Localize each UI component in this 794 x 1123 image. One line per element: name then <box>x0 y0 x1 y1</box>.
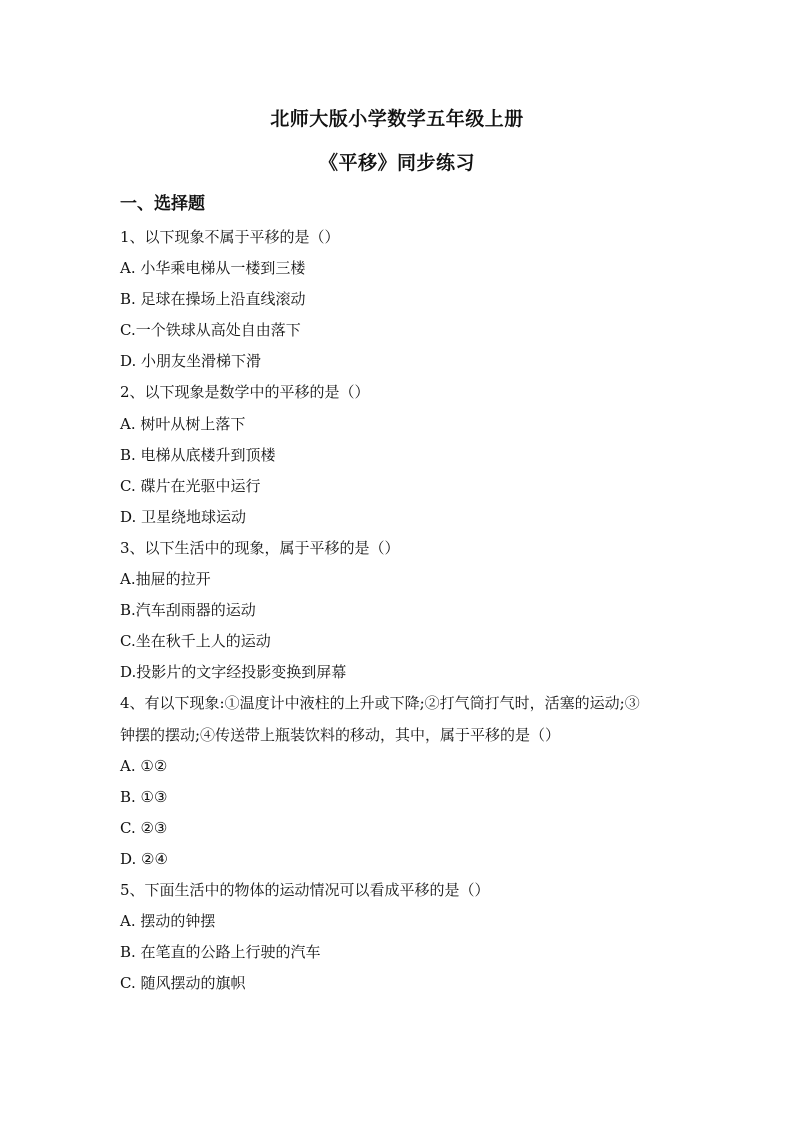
question-2-option-a: A. 树叶从树上落下 <box>120 414 246 433</box>
section-heading: 一、选择题 <box>120 194 205 214</box>
question-5-option-c: C. 随风摆动的旗帜 <box>120 974 246 993</box>
question-3-option-c: C.坐在秋千上人的运动 <box>120 632 271 651</box>
question-5-option-a: A. 摆动的钟摆 <box>120 912 216 931</box>
question-4-option-c: C. ②③ <box>120 818 168 837</box>
question-4-stem-line2: 钟摆的摆动;④传送带上瓶装饮料的移动，其中，属于平移的是（） <box>120 725 561 744</box>
question-3-option-b: B.汽车刮雨器的运动 <box>120 601 256 620</box>
document-subtitle: 《平移》同步练习 <box>318 152 475 174</box>
question-1-option-c: C.一个铁球从高处自由落下 <box>120 321 301 340</box>
question-4-option-a: A. ①② <box>120 756 168 775</box>
question-5-option-b: B. 在笔直的公路上行驶的汽车 <box>120 943 321 962</box>
question-5-stem: 5、下面生活中的物体的运动情况可以看成平移的是（） <box>120 880 490 899</box>
question-4-option-b: B. ①③ <box>120 787 168 806</box>
question-1-option-a: A. 小华乘电梯从一楼到三楼 <box>120 259 306 278</box>
question-2-option-b: B. 电梯从底楼升到顶楼 <box>120 445 276 464</box>
question-3-stem: 3、以下生活中的现象，属于平移的是（） <box>120 538 400 557</box>
question-3-option-d: D.投影片的文字经投影变换到屏幕 <box>120 663 347 682</box>
question-list <box>120 226 680 1003</box>
document-title: 北师大版小学数学五年级上册 <box>270 108 524 130</box>
question-2-stem: 2、以下现象是数学中的平移的是（） <box>120 383 370 402</box>
question-1-option-b: B. 足球在操场上沿直线滚动 <box>120 290 306 309</box>
question-1-stem: 1、以下现象不属于平移的是（） <box>120 228 340 246</box>
question-2-option-c: C. 碟片在光驱中运行 <box>120 476 261 495</box>
question-4-option-d: D. ②④ <box>120 849 168 868</box>
question-2-option-d: D. 卫星绕地球运动 <box>120 507 247 526</box>
question-4-stem-line1: 4、有以下现象:①温度计中液柱的上升或下降;②打气筒打气时，活塞的运动;③ <box>120 694 640 713</box>
question-1-option-d: D. 小朋友坐滑梯下滑 <box>120 352 262 371</box>
question-3-option-a: A.抽屉的拉开 <box>120 570 211 589</box>
